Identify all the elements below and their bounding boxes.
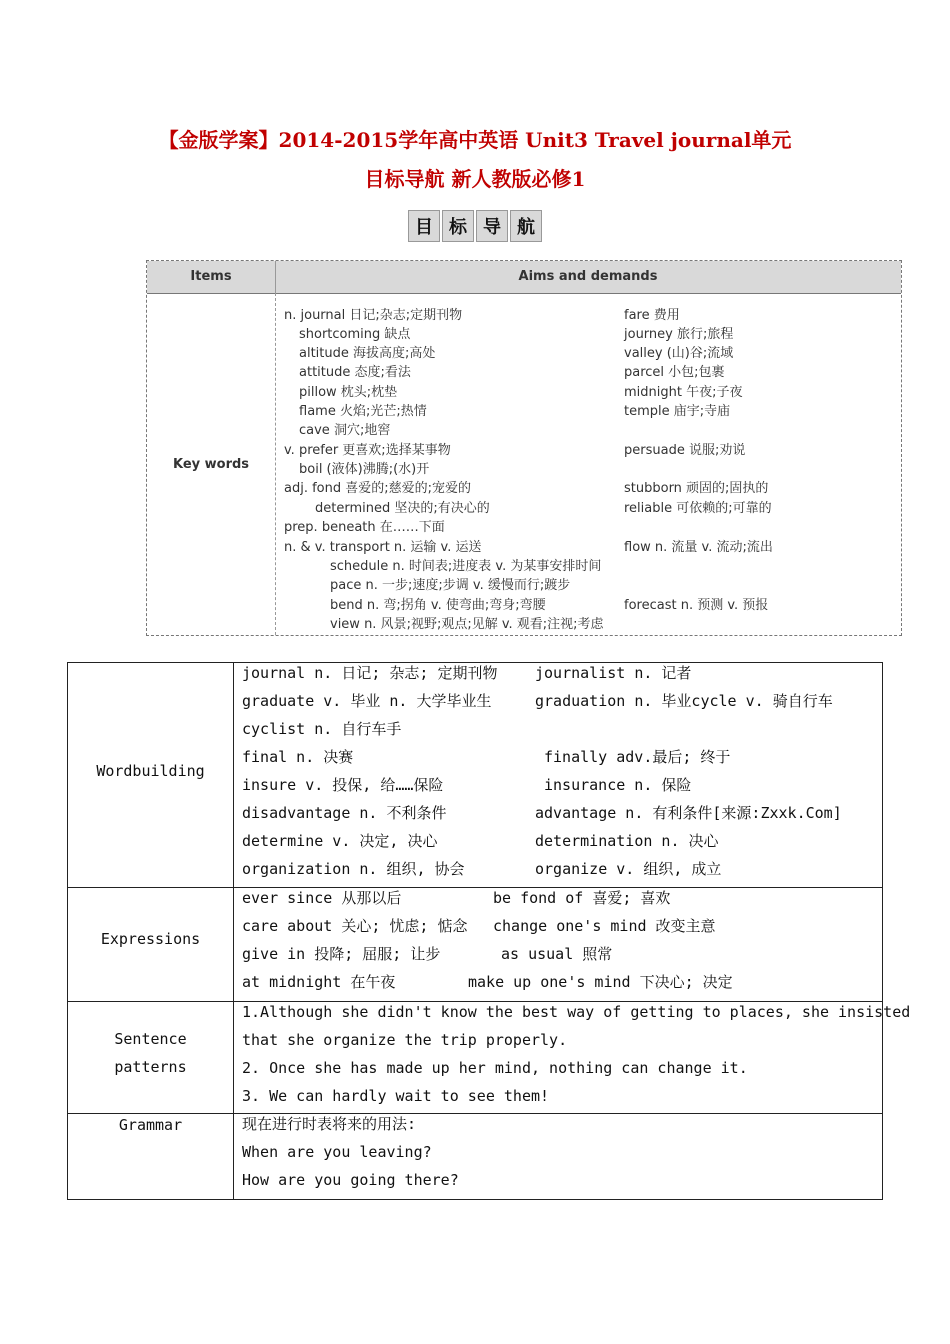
column-divider [275, 293, 276, 635]
expression-right: make up one's mind 下决心; 决定 [468, 973, 733, 991]
wordbuilding-left: disadvantage n. 不利条件 [242, 804, 447, 822]
sentence-line: 3. We can hardly wait to see them! [242, 1087, 550, 1105]
vocabulary-table [67, 662, 911, 1200]
grammar-line: When are you leaving? [242, 1143, 432, 1161]
expression-right: as usual 照常 [501, 945, 613, 963]
table-header [147, 261, 901, 294]
row-label-sentence: Sentence [114, 1030, 187, 1048]
kw-left: pillow 枕头;枕垫 [299, 385, 398, 400]
row-label-grammar: Grammar [118, 1116, 183, 1134]
grammar-line: 现在进行时表将来的用法: [242, 1115, 417, 1133]
doc-title-line1: 【金版学案】2014-2015学年高中英语 Unit3 Travel journal单元 [158, 128, 792, 152]
sentence-line: that she organize the trip properly. [242, 1031, 568, 1049]
kw-right: reliable 可依赖的;可靠的 [624, 501, 772, 516]
kw-left: flame 火焰;光芒;热情 [299, 404, 427, 419]
kw-left: cave 洞穴;地窖 [299, 423, 391, 438]
row-label-patterns: patterns [114, 1058, 187, 1076]
wordbuilding-left: determine v. 决定, 决心 [242, 832, 438, 850]
sentence-line: 2. Once she has made up her mind, nothing can change it. [242, 1059, 748, 1077]
expression-right: change one's mind 改变主意 [493, 917, 716, 935]
wordbuilding-left: organization n. 组织, 协会 [242, 860, 465, 878]
kw-left: bend n. 弯;拐角 v. 使弯曲;弯身;弯腰 [330, 598, 546, 613]
doc-title-line2: 目标导航 新人教版必修1 [364, 167, 586, 191]
kw-left: altitude 海拔高度;高处 [299, 346, 436, 361]
kw-right: temple 庙宇;寺庙 [624, 404, 731, 419]
kw-left: boil (液体)沸腾;(水)开 [299, 462, 430, 477]
column-divider [233, 663, 234, 1199]
kw-left: schedule n. 时间表;进度表 v. 为某事安排时间 [330, 559, 602, 574]
kw-right: flow n. 流量 v. 流动;流出 [624, 540, 773, 555]
section-badge [0, 210, 950, 242]
kw-right: valley (山)谷;流域 [624, 346, 734, 361]
kw-left: view n. 风景;视野;观点;见解 v. 观看;注视;考虑 [330, 617, 604, 632]
kw-left: n. & v. transport n. 运输 v. 运送 [284, 540, 482, 555]
expression-left: ever since 从那以后 [242, 889, 402, 907]
kw-right: fare 费用 [624, 308, 680, 323]
wordbuilding-right: graduation n. 毕业cycle v. 骑自行车 [535, 692, 833, 710]
kw-left: shortcoming 缺点 [299, 327, 411, 342]
badge-char: 导 [476, 210, 508, 242]
wordbuilding-right: finally adv.最后; 终于 [544, 748, 731, 766]
kw-left: adj. fond 喜爱的;慈爱的;宠爱的 [284, 481, 472, 496]
expression-left: at midnight 在午夜 [242, 973, 396, 991]
key-words-table [146, 260, 902, 636]
grammar-line: How are you going there? [242, 1171, 459, 1189]
kw-left: prep. beneath 在……下面 [284, 520, 445, 535]
kw-left: v. prefer 更喜欢;选择某事物 [284, 443, 451, 458]
expression-left: give in 投降; 屈服; 让步 [242, 945, 441, 963]
kw-left: pace n. 一步;速度;步调 v. 缓慢而行;踱步 [330, 578, 571, 593]
wordbuilding-left: insure v. 投保, 给……保险 [242, 776, 444, 794]
badge-char: 航 [510, 210, 542, 242]
wordbuilding-right: organize v. 组织, 成立 [535, 860, 722, 878]
row-label-key-words: Key words [172, 457, 250, 472]
kw-left: n. journal 日记;杂志;定期刊物 [284, 308, 463, 323]
kw-left: attitude 态度;看法 [299, 365, 411, 380]
kw-right: stubborn 顽固的;固执的 [624, 481, 769, 496]
header-aims: Aims and demands [518, 269, 658, 284]
kw-right: parcel 小包;包裹 [624, 365, 725, 380]
expression-left: care about 关心; 忧虑; 惦念 [242, 917, 468, 935]
wordbuilding-right: insurance n. 保险 [544, 776, 692, 794]
kw-right: forecast n. 预测 v. 预报 [624, 598, 769, 613]
wordbuilding-right: journalist n. 记者 [535, 664, 692, 682]
kw-left: determined 坚决的;有决心的 [315, 501, 490, 516]
kw-right: journey 旅行;旅程 [624, 327, 734, 342]
header-items: Items [147, 261, 276, 293]
row-divider [68, 887, 882, 888]
expression-right: be fond of 喜爱; 喜欢 [493, 889, 671, 907]
kw-right: midnight 午夜;子夜 [624, 385, 743, 400]
wordbuilding-left: journal n. 日记; 杂志; 定期刊物 [242, 664, 498, 682]
badge-char: 标 [442, 210, 474, 242]
badge-char: 目 [408, 210, 440, 242]
wordbuilding-right: determination n. 决心 [535, 832, 719, 850]
wordbuilding-left: final n. 决赛 [242, 748, 354, 766]
sentence-line: 1.Although she didn't know the best way of getting to places, she insisted [242, 1003, 911, 1021]
wordbuilding-left: cyclist n. 自行车手 [242, 720, 402, 738]
wordbuilding-right: advantage n. 有利条件[来源:Zxxk.Com] [535, 804, 842, 822]
kw-right: persuade 说服;劝说 [624, 443, 746, 458]
row-label-expressions: Expressions [100, 930, 201, 948]
row-label-wordbuilding: Wordbuilding [96, 762, 205, 780]
wordbuilding-left: graduate v. 毕业 n. 大学毕业生 [242, 692, 492, 710]
